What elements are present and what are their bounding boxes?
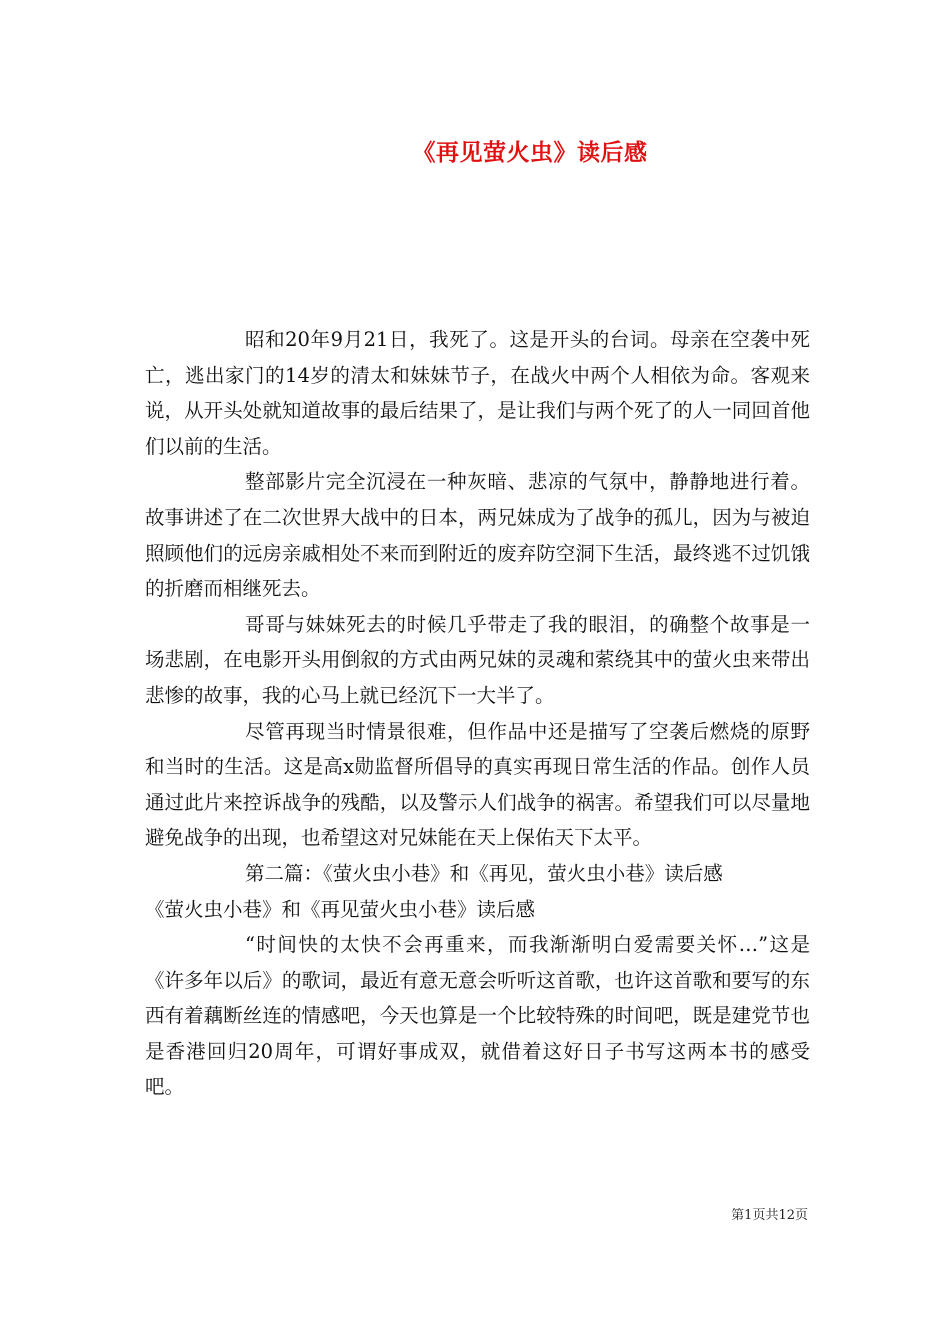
paragraph: 昭和20年9月21日，我死了。这是开头的台词。母亲在空袭中死亡，逃出家门的14岁的清太和妹妹节子，在战火中两个人相依为命。客观来说，从开头处就知道故事的最后结果了，是让我们与两个死了的人一同回首他们以前的生活。 — [145, 328, 810, 458]
paragraph: 哥哥与妹妹死去的时候几乎带走了我的眼泪，的确整个故事是一场悲剧，在电影开头用倒叙的方式由两兄妹的灵魂和萦绕其中的萤火虫来带出悲惨的故事，我的心马上就已经沉下一大半了。 — [145, 612, 810, 707]
section-heading: 第二篇：《萤火虫小巷》和《再见，萤火虫小巷》读后感 — [245, 861, 723, 885]
paragraph: 尽管再现当时情景很难，但作品中还是描写了空袭后燃烧的原野和当时的生活。这是高x勋监督所倡导的真实再现日常生活的作品。创作人员通过此片来控诉战争的残酷，以及警示人们战争的祸害。希望我们可以尽量地避免战争的出现，也希望这对兄妹能在天上保佑天下太平。 — [145, 719, 810, 850]
document-title: 《再见萤火虫》读后感 — [412, 139, 648, 166]
document-body — [145, 322, 810, 1105]
paragraph: 整部影片完全沉浸在一种灰暗、悲凉的气氛中，静静地进行着。故事讲述了在二次世界大战中的日本，两兄妹成为了战争的孤儿，因为与被迫照顾他们的远房亲戚相处不来而到附近的废弃防空洞下生活，最终逃不过饥饿的折磨而相继死去。 — [145, 470, 810, 601]
section-subheading: 《萤火虫小巷》和《再见萤火虫小巷》读后感 — [145, 897, 536, 921]
page-number: 第1页共12页 — [731, 1208, 808, 1223]
paragraph: “时间快的太快不会再重来，而我渐渐明白爱需要关怀…”这是《许多年以后》的歌词，最近有意无意会听听这首歌，也许这首歌和要写的东西有着藕断丝连的情感吧，今天也算是一个比较特殊的时间吧，既是建党节也是香港回归20周年，可谓好事成双，就借着这好日子书写这两本书的感受吧。 — [145, 933, 810, 1099]
